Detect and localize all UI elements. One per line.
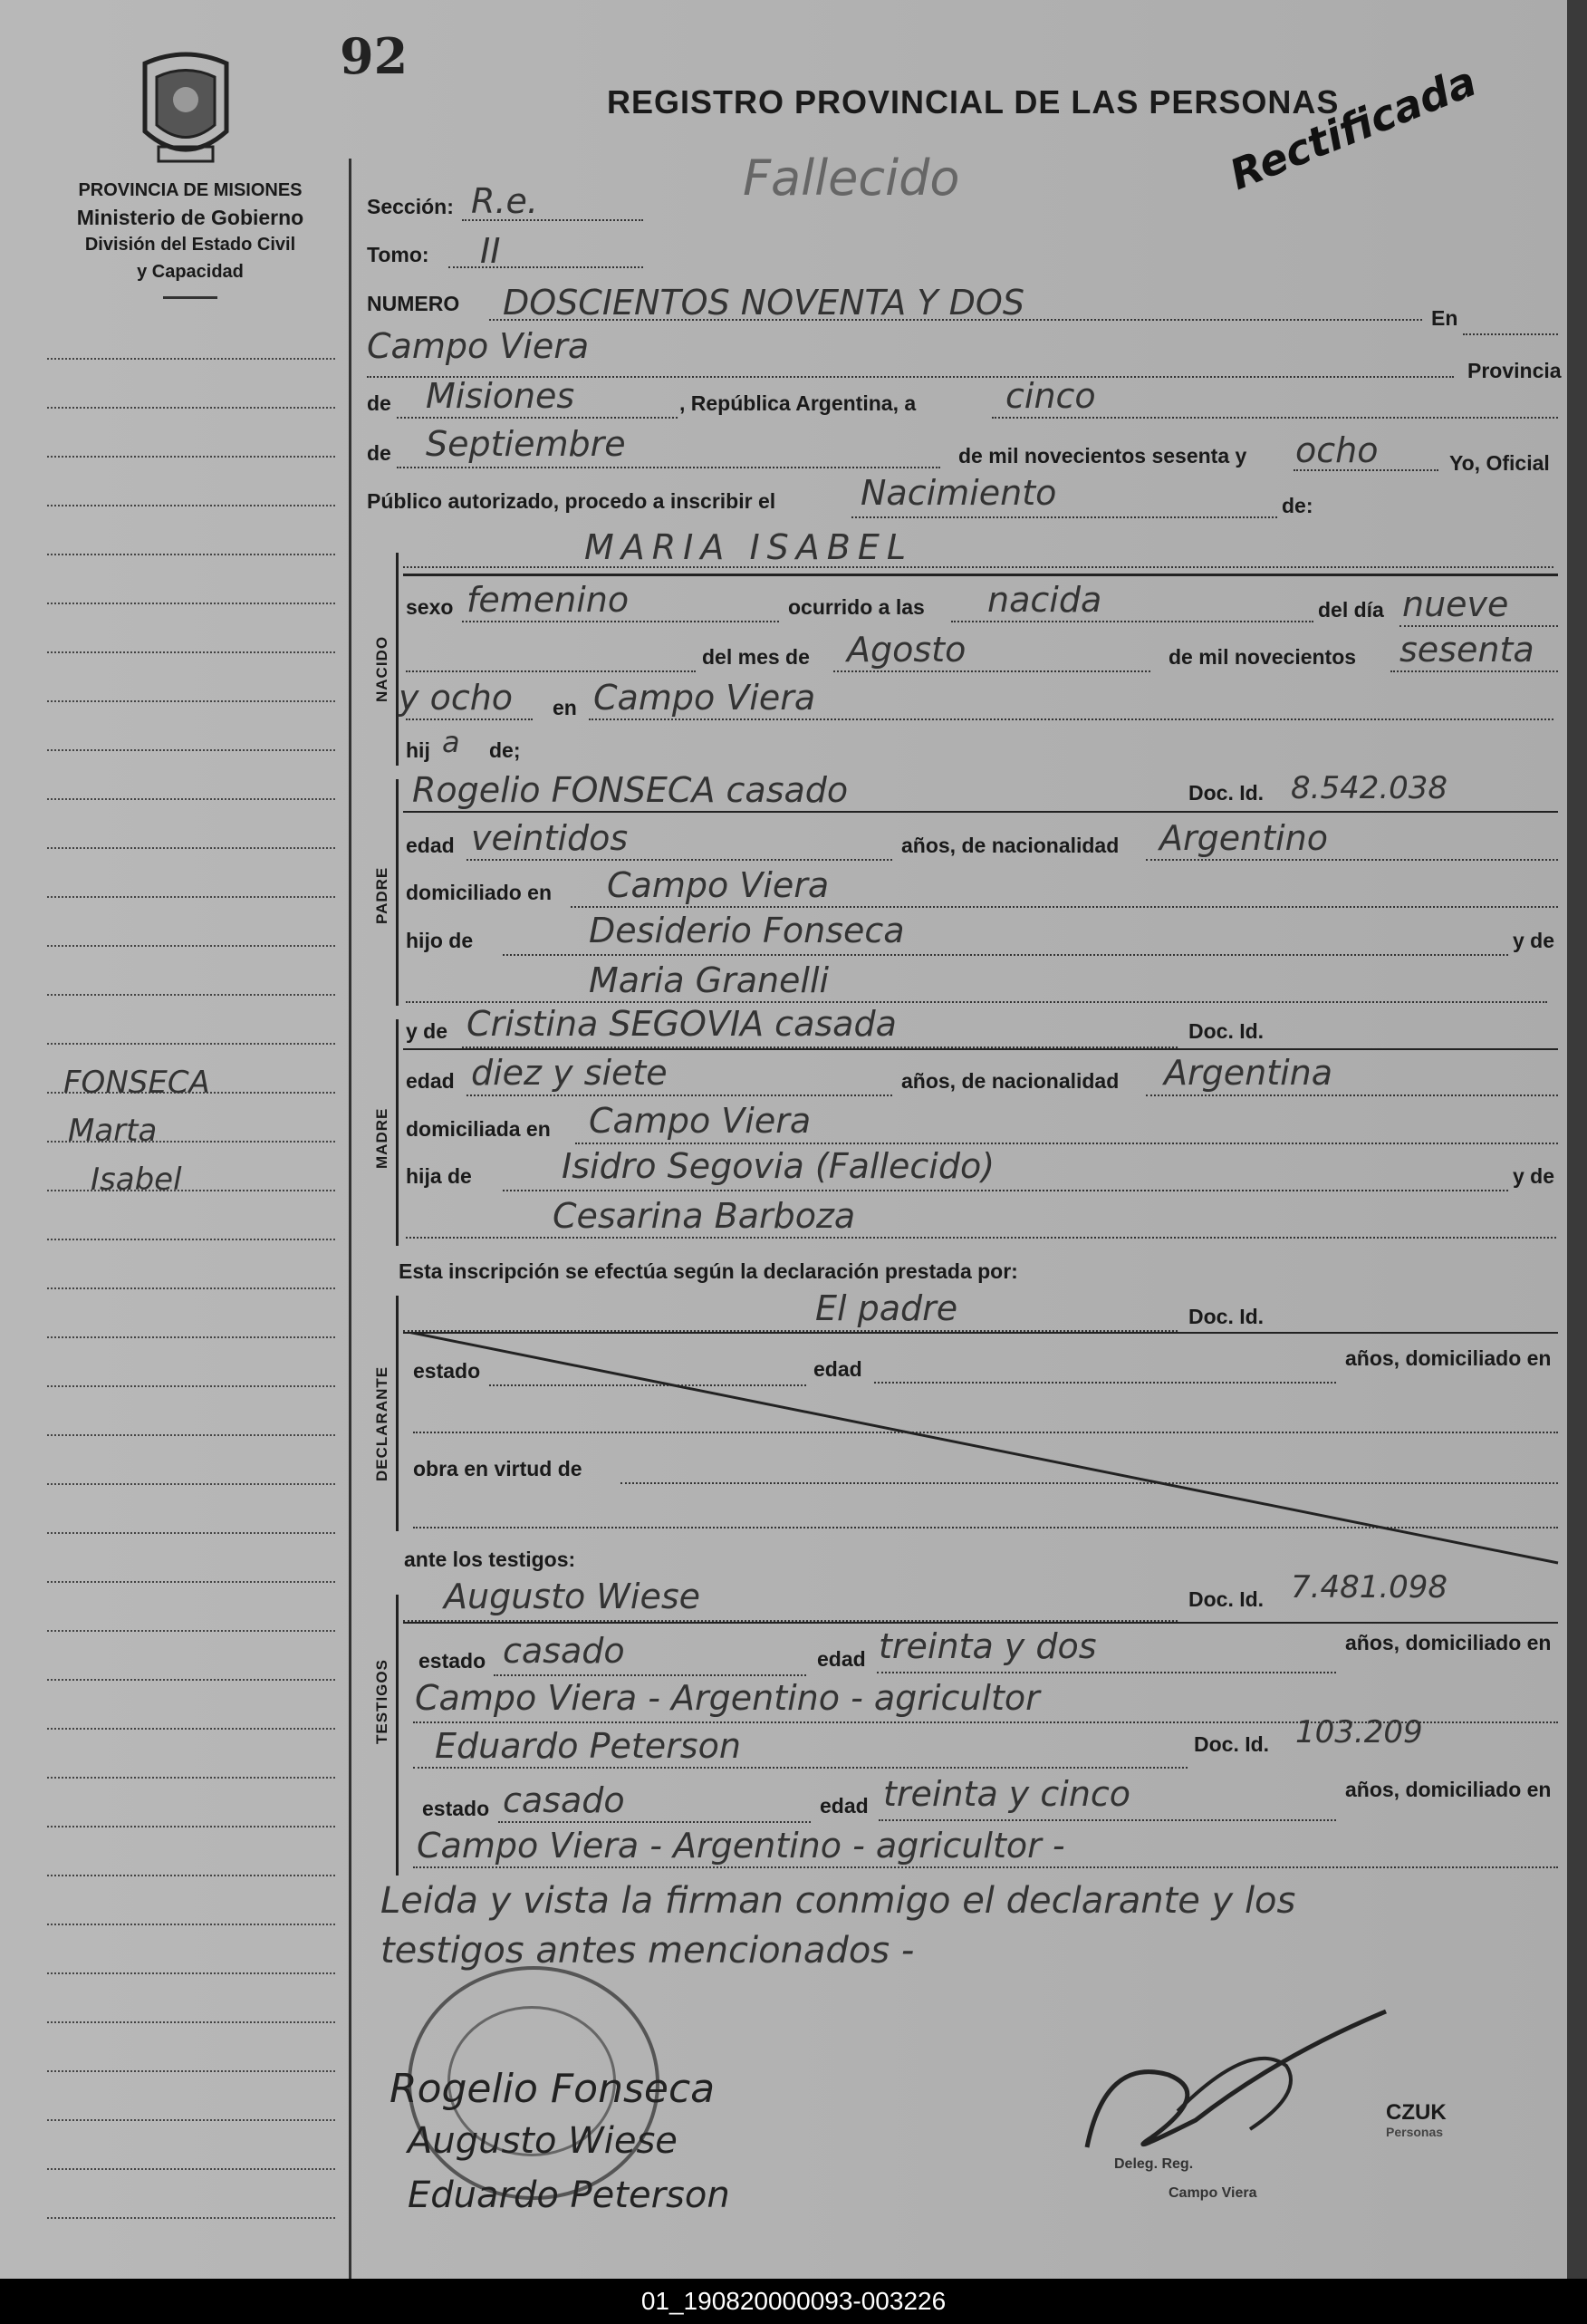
republica-label: , República Argentina, a bbox=[679, 391, 917, 415]
madre-madre-value: Cesarina Barboza bbox=[553, 1196, 856, 1236]
dia-inscripcion-value: cinco bbox=[1005, 376, 1096, 416]
signature-witness-2: Eduardo Peterson bbox=[408, 2175, 730, 2216]
division-name-2: y Capacidad bbox=[137, 262, 244, 282]
testigos-side-label: TESTIGOS bbox=[373, 1659, 390, 1744]
division-name: División del Estado Civil bbox=[84, 235, 296, 255]
anio2-line bbox=[406, 718, 533, 720]
padre-doc-label: Doc. Id. bbox=[1188, 781, 1265, 805]
madre-yde-label: y de bbox=[406, 1019, 448, 1043]
signature-father: Rogelio Fonseca bbox=[390, 2066, 716, 2112]
margin-rule-line bbox=[47, 1630, 335, 1632]
margin-rule-line bbox=[47, 2070, 335, 2072]
de-colon-label: de: bbox=[1282, 494, 1313, 517]
margin-rule-line bbox=[47, 896, 335, 898]
padre-edad-value: veintidos bbox=[471, 818, 629, 858]
padre-edad-line bbox=[466, 859, 892, 861]
dia-line bbox=[992, 417, 1558, 419]
margin-rule-line bbox=[47, 1728, 335, 1730]
margin-rule-line bbox=[47, 2119, 335, 2121]
seccion-value: R.e. bbox=[471, 181, 538, 221]
en2-label: en bbox=[553, 696, 577, 719]
page-edge bbox=[1567, 0, 1587, 2279]
testigo1-value: Augusto Wiese bbox=[444, 1577, 700, 1616]
en-label: En bbox=[1431, 306, 1458, 330]
declarante-side-label: DECLARANTE bbox=[373, 1365, 390, 1481]
hora-value: nacida bbox=[987, 580, 1102, 620]
fallecido-annotation: Fallecido bbox=[743, 149, 960, 207]
margin-rule-line bbox=[47, 407, 335, 409]
testigo2-estado-value: casado bbox=[503, 1780, 625, 1820]
anio-value: ocho bbox=[1295, 430, 1379, 470]
testigo2-value: Eduardo Peterson bbox=[435, 1726, 741, 1766]
madre-nac-value: Argentina bbox=[1164, 1053, 1333, 1093]
sexo-value: femenino bbox=[466, 580, 630, 620]
declarante-anios-label: años, domiciliado en bbox=[1345, 1346, 1552, 1370]
de-mil-nov-label: de mil novecientos bbox=[1169, 645, 1357, 669]
testigo2-edad-line bbox=[879, 1819, 1336, 1821]
margin-rule-line bbox=[47, 1239, 335, 1240]
padre-nac-line bbox=[1146, 859, 1558, 861]
de-label: de bbox=[367, 391, 391, 415]
madre-padre-line bbox=[503, 1190, 1508, 1191]
inscripcion-label: Esta inscripción se efectúa según la declaración prestada por: bbox=[399, 1259, 1018, 1283]
blank-line bbox=[406, 670, 696, 672]
padre-dom-line bbox=[571, 906, 1558, 908]
margin-rule-line bbox=[47, 2021, 335, 2023]
madre-dom-label: domiciliada en bbox=[406, 1117, 551, 1141]
padre-rule bbox=[403, 811, 1558, 813]
tomo-line bbox=[448, 266, 643, 268]
padre-padre-line bbox=[503, 954, 1508, 956]
tomo-value: II bbox=[480, 231, 501, 271]
testigos-bracket bbox=[396, 1595, 399, 1876]
margin-rule-line bbox=[47, 1875, 335, 1876]
margin-rule-line bbox=[47, 749, 335, 751]
sexo-label: sexo bbox=[406, 595, 454, 619]
mes-inscripcion-value: Septiembre bbox=[426, 424, 626, 464]
header-left bbox=[27, 177, 353, 299]
madre-doc-label: Doc. Id. bbox=[1188, 1019, 1265, 1043]
seccion-label: Sección: bbox=[367, 195, 454, 218]
en-line bbox=[1463, 333, 1558, 335]
margin-rule-line bbox=[47, 1336, 335, 1338]
nacido-side-label: NACIDO bbox=[373, 635, 390, 702]
madre-edad-value: diez y siete bbox=[471, 1053, 668, 1093]
margin-rule-line bbox=[47, 603, 335, 604]
lugar-nac-line bbox=[589, 718, 1553, 720]
hijo-value: a bbox=[442, 725, 460, 759]
madre-edad-line bbox=[466, 1094, 892, 1096]
testigo2-anios-label: años, domiciliado en bbox=[1345, 1778, 1552, 1801]
testigo1-doc-value: 7.481.098 bbox=[1291, 1569, 1448, 1606]
page-title: REGISTRO PROVINCIAL DE LAS PERSONAS bbox=[607, 83, 1340, 121]
publico-label: Público autorizado, procedo a inscribir el bbox=[367, 489, 776, 513]
testigo2-doc-value: 103.209 bbox=[1295, 1714, 1423, 1750]
madre-yde2-label: y de bbox=[1513, 1164, 1555, 1188]
ante-testigos-label: ante los testigos: bbox=[404, 1548, 576, 1571]
margin-rule-line bbox=[47, 1972, 335, 1974]
declarante-strike-line bbox=[408, 1332, 1563, 1567]
madre-bracket bbox=[396, 1019, 399, 1246]
margin-rule-line bbox=[47, 1532, 335, 1534]
anio-nac-value-2: y ocho bbox=[399, 678, 514, 718]
madre-nac-line bbox=[1146, 1094, 1558, 1096]
yo-oficial-label: Yo, Oficial bbox=[1449, 451, 1550, 475]
del-mes-label: del mes de bbox=[702, 645, 810, 669]
signature-witness-1: Augusto Wiese bbox=[408, 2120, 678, 2162]
madre-rule bbox=[403, 1048, 1558, 1050]
padre-nac-value: Argentino bbox=[1159, 818, 1328, 858]
margin-rule-line bbox=[47, 1679, 335, 1681]
acto-value: Nacimiento bbox=[861, 473, 1057, 513]
tomo-label: Tomo: bbox=[367, 243, 429, 266]
testigo2-dom-line bbox=[413, 1866, 1558, 1868]
testigo1-edad-label: edad bbox=[817, 1647, 866, 1671]
madre-padre-value: Isidro Segovia (Fallecido) bbox=[562, 1146, 995, 1186]
margin-rule-line bbox=[47, 1043, 335, 1045]
margin-rule-line bbox=[47, 847, 335, 849]
madre-hija-label: hija de bbox=[406, 1164, 472, 1188]
de2-label: de bbox=[367, 441, 391, 465]
testigo2-doc-label: Doc. Id. bbox=[1194, 1732, 1270, 1756]
padre-padre-value: Desiderio Fonseca bbox=[589, 911, 905, 950]
testigo2-edad-value: treinta y cinco bbox=[883, 1774, 1131, 1814]
acto-line bbox=[851, 516, 1277, 518]
provincia-value: Misiones bbox=[426, 376, 575, 416]
padre-yde-label: y de bbox=[1513, 929, 1555, 952]
nombre-value: MARIA ISABEL bbox=[584, 527, 914, 567]
testigo2-line bbox=[413, 1767, 1188, 1769]
margin-rule-line bbox=[47, 1434, 335, 1436]
obra-label: obra en virtud de bbox=[413, 1457, 582, 1480]
province-seal-icon bbox=[131, 45, 240, 172]
margin-rule-line bbox=[47, 554, 335, 555]
de-sc-label: de; bbox=[489, 738, 521, 762]
lugar-value: Campo Viera bbox=[367, 326, 590, 366]
padre-value: Rogelio FONSECA casado bbox=[412, 770, 849, 810]
padre-nac-label: años, de nacionalidad bbox=[901, 834, 1120, 857]
provincia-line bbox=[397, 417, 678, 419]
declarante-estado-label: estado bbox=[413, 1359, 481, 1383]
margin-rule-line bbox=[47, 1385, 335, 1387]
margin-rule-line bbox=[47, 1826, 335, 1827]
padre-side-label: PADRE bbox=[373, 866, 390, 924]
margin-note-name2: Isabel bbox=[91, 1162, 182, 1198]
margin-rule-line bbox=[47, 945, 335, 947]
nombre-line bbox=[403, 566, 1553, 568]
dia-nac-line bbox=[1399, 625, 1558, 627]
mil-novecientos-label: de mil novecientos sesenta y bbox=[958, 444, 1247, 468]
padre-hijo-label: hijo de bbox=[406, 929, 474, 952]
margin-note-surname: FONSECA bbox=[63, 1065, 210, 1101]
margin-rule-line bbox=[47, 1581, 335, 1583]
padre-bracket bbox=[396, 779, 399, 1006]
closing-line-2: testigos antes mencionados - bbox=[380, 1930, 915, 1972]
testigo2-edad-label: edad bbox=[820, 1794, 869, 1818]
margin-rule-line bbox=[47, 505, 335, 506]
padre-edad-label: edad bbox=[406, 834, 455, 857]
margin-rule-line bbox=[47, 798, 335, 800]
official-personas: Personas bbox=[1386, 2125, 1444, 2139]
madre-side-label: MADRE bbox=[373, 1107, 390, 1169]
anio-nac-value: sesenta bbox=[1399, 630, 1534, 670]
dia-value: nueve bbox=[1402, 584, 1509, 624]
padre-doc-value: 8.542.038 bbox=[1291, 770, 1448, 806]
testigo2-estado-label: estado bbox=[422, 1797, 490, 1820]
hora-line bbox=[951, 621, 1313, 622]
margin-rule-line bbox=[47, 700, 335, 702]
margin-rule-line bbox=[47, 1777, 335, 1779]
hij-label: hij bbox=[406, 738, 430, 762]
mes-nac-line bbox=[833, 670, 1150, 672]
testigo1-edad-line bbox=[877, 1672, 1336, 1673]
declarante-bracket bbox=[396, 1296, 399, 1531]
testigo1-rule bbox=[403, 1622, 1558, 1624]
declarante-edad-label: edad bbox=[813, 1357, 862, 1381]
madre-dom-line bbox=[575, 1143, 1558, 1144]
padre-madre-value: Maria Granelli bbox=[589, 960, 830, 1000]
image-id-footer: 01_190820000093-003226 bbox=[0, 2279, 1587, 2324]
margin-rule-line bbox=[47, 358, 335, 360]
padre-madre-line bbox=[406, 1001, 1547, 1003]
numero-label: NUMERO bbox=[367, 292, 460, 315]
testigo1-doc-label: Doc. Id. bbox=[1188, 1587, 1265, 1611]
margin-rule-line bbox=[47, 456, 335, 458]
madre-value: Cristina SEGOVIA casada bbox=[466, 1004, 897, 1044]
closing-line-1: Leida y vista la firman conmigo el declarante y los bbox=[380, 1880, 1296, 1922]
margin-rule-line bbox=[47, 1924, 335, 1925]
margin-rule-line bbox=[47, 1287, 335, 1289]
rectificada-annotation: Rectificada bbox=[1223, 56, 1484, 200]
official-name: CZUK bbox=[1386, 2100, 1447, 2125]
province-name: PROVINCIA DE MISIONES bbox=[78, 180, 303, 200]
margin-note-name1: Marta bbox=[68, 1113, 158, 1149]
madre-madre-line bbox=[406, 1237, 1556, 1239]
testigo1-estado-line bbox=[494, 1674, 806, 1676]
mes-value: Agosto bbox=[847, 630, 967, 670]
nombre-underline bbox=[403, 574, 1558, 576]
declarante-doc-label: Doc. Id. bbox=[1188, 1305, 1265, 1328]
testigo1-anios-label: años, domiciliado en bbox=[1345, 1631, 1552, 1654]
testigo2-dom-value: Campo Viera - Argentino - agricultor - bbox=[417, 1826, 1065, 1866]
testigo1-dom-value: Campo Viera - Argentino - agricultor bbox=[415, 1678, 1040, 1718]
margin-rule-line bbox=[47, 994, 335, 996]
ministry-name: Ministerio de Gobierno bbox=[76, 206, 304, 229]
mes-line bbox=[397, 467, 940, 468]
ocurrido-label: ocurrido a las bbox=[788, 595, 925, 619]
margin-rule-line bbox=[47, 2168, 335, 2170]
page-number: 92 bbox=[340, 27, 409, 85]
official-place: Campo Viera bbox=[1169, 2185, 1257, 2201]
testigo2-estado-line bbox=[498, 1821, 811, 1823]
testigo1-estado-label: estado bbox=[418, 1649, 486, 1673]
provincia-label: Provincia bbox=[1467, 359, 1562, 382]
padre-dom-label: domiciliado en bbox=[406, 881, 553, 904]
madre-nac-label: años, de nacionalidad bbox=[901, 1069, 1120, 1093]
padre-dom-value: Campo Viera bbox=[607, 865, 830, 905]
declarante-value: El padre bbox=[815, 1288, 958, 1328]
nacido-bracket bbox=[396, 553, 399, 766]
testigo1-estado-value: casado bbox=[503, 1631, 625, 1671]
margin-rule-line bbox=[47, 651, 335, 653]
lugar-nac-value: Campo Viera bbox=[593, 678, 816, 718]
anio-nac-line bbox=[1390, 670, 1558, 672]
margin-rule-line bbox=[47, 2217, 335, 2219]
testigo1-edad-value: treinta y dos bbox=[879, 1626, 1097, 1666]
numero-value: DOSCIENTOS NOVENTA Y DOS bbox=[503, 283, 1024, 323]
margin-divider bbox=[349, 159, 351, 2279]
sexo-line bbox=[462, 621, 779, 622]
madre-edad-label: edad bbox=[406, 1069, 455, 1093]
official-signature-icon bbox=[1069, 2002, 1395, 2165]
official-title: Deleg. Reg. bbox=[1114, 2156, 1194, 2172]
del-dia-label: del día bbox=[1318, 598, 1384, 622]
margin-rule-line bbox=[47, 1483, 335, 1485]
madre-dom-value: Campo Viera bbox=[589, 1101, 812, 1141]
